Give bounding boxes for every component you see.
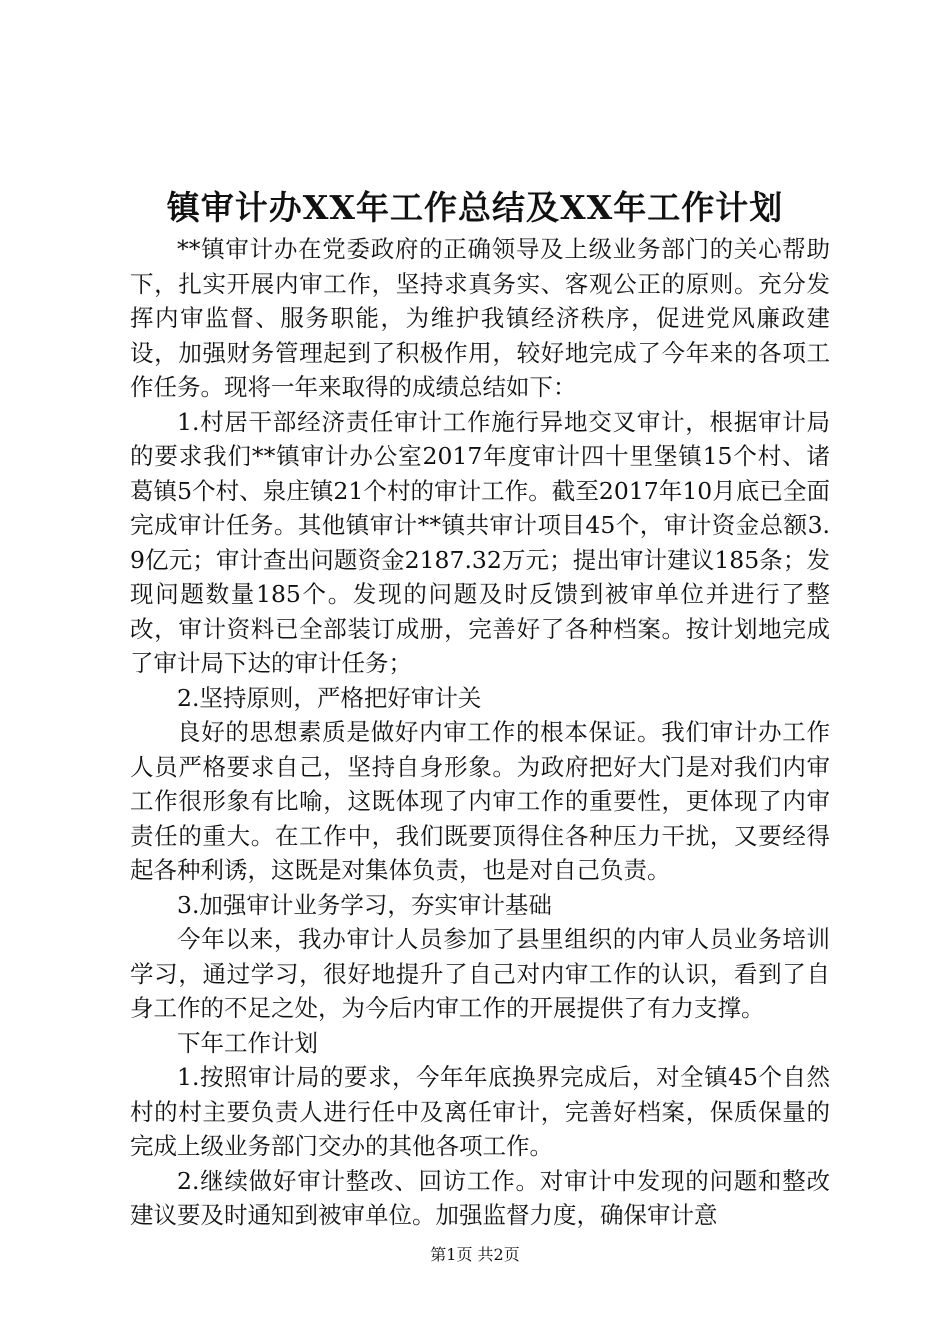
paragraph-plan-heading: 下年工作计划	[177, 1028, 318, 1057]
paragraph-heading-3: 3.加强审计业务学习，夯实审计基础	[177, 890, 552, 919]
paragraph-item-3-body: 今年以来，我办审计人员参加了县里组织的内审人员业务培训学习，通过学习，很好地提升了自己对内审工作的认识，看到了自身工作的不足之处，为今后内审工作的开展提供了有力支撑。	[130, 925, 830, 1022]
paragraph-plan-item-2: 2.继续做好审计整改、回访工作。对审计中发现的问题和整改建议要及时通知到被审单位。加强监督力度，确保审计意	[130, 1166, 830, 1229]
paragraph-item-1: 1.村居干部经济责任审计工作施行异地交叉审计，根据审计局的要求我们**镇审计办公室2017年度审计四十里堡镇15个村、诸葛镇5个村、泉庄镇21个村的审计工作。截至2017年10月底已全面完成审计任务。其他镇审计**镇共审计项目45个，审计资金总额3.9亿元；审计查出问题资金2187.32万元；提出审计建议185条；发现问题数量185个。发现的问题及时反馈到被审单位并进行了整改，审计资料已全部装订成册，完善好了各种档案。按计划地完成了审计局下达的审计任务；	[130, 407, 830, 677]
paragraph-plan-item-1: 1.按照审计局的要求，今年年底换界完成后，对全镇45个自然村的村主要负责人进行任中及离任审计，完善好档案，保质保量的完成上级业务部门交办的其他各项工作。	[130, 1063, 830, 1160]
paragraph-heading-2: 2.坚持原则，严格把好审计关	[177, 683, 482, 712]
paragraph-item-2-body: 良好的思想素质是做好内审工作的根本保证。我们审计办工作人员严格要求自己，坚持自身形象。为政府把好大门是对我们内审工作很形象有比喻，这既体现了内审工作的重要性，更体现了内审责任的重大。在工作中，我们既要顶得住各种压力干扰，又要经得起各种利诱，这既是对集体负责，也是对自己负责。	[130, 718, 830, 884]
document-body	[130, 232, 830, 1233]
document-title: 镇审计办XX年工作总结及XX年工作计划	[166, 188, 784, 227]
paragraph-intro: **镇审计办在党委政府的正确领导及上级业务部门的关心帮助下，扎实开展内审工作，坚持求真务实、客观公正的原则。充分发挥内审监督、服务职能，为维护我镇经济秩序，促进党风廉政建设，加强财务管理起到了积极作用，较好地完成了今年来的各项工作任务。现将一年来取得的成绩总结如下：	[130, 235, 830, 401]
page-number-footer: 第1页 共2页	[430, 1245, 520, 1264]
